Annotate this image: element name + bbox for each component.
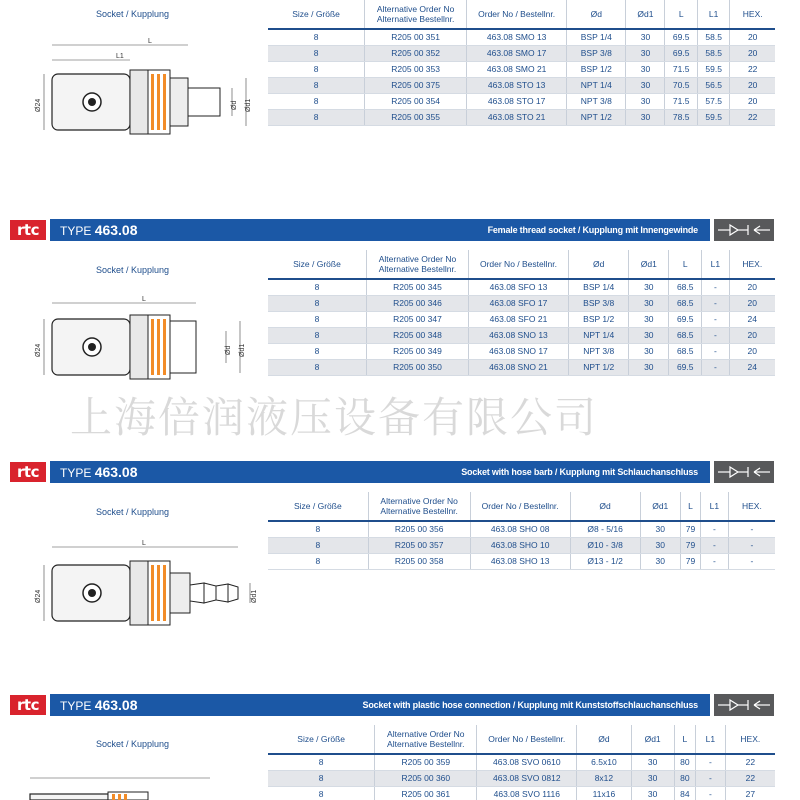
table-cell: 463.08 SVO 0610 — [477, 754, 577, 770]
column-header: Ød1 — [626, 0, 665, 29]
table-cell: 84 — [674, 786, 695, 800]
coupling-drawing-hose-barb — [0, 533, 265, 643]
column-header: Ød — [568, 250, 628, 279]
spec-table-3 — [268, 492, 775, 570]
drawing-head: Socket / Kupplung — [95, 265, 170, 275]
table-cell: 58.5 — [697, 29, 729, 45]
coupling-drawing-female — [0, 291, 265, 391]
table-cell: 8 — [268, 537, 368, 553]
table-row — [268, 45, 775, 61]
table-cell: 30 — [631, 754, 674, 770]
table-cell: 463.08 SFO 17 — [468, 295, 568, 311]
table-cell: 22 — [730, 109, 775, 125]
table-cell: 463.08 SFO 21 — [468, 311, 568, 327]
table-cell: 463.08 SVO 1116 — [477, 786, 577, 800]
table-cell: BSP 1/4 — [567, 29, 626, 45]
dim-L: L — [148, 38, 152, 45]
table-cell: - — [702, 327, 729, 343]
table-cell: 24 — [729, 311, 775, 327]
coupling-symbol-icon — [714, 219, 774, 241]
table-cell: 30 — [629, 311, 669, 327]
column-header: L1 — [701, 492, 729, 521]
table-cell: 8 — [268, 93, 365, 109]
table-cell: R205 00 351 — [365, 29, 467, 45]
table-cell: R205 00 350 — [366, 359, 468, 375]
table-cell: 8 — [268, 754, 375, 770]
table-cell: - — [728, 553, 775, 569]
table-cell: R205 00 348 — [366, 327, 468, 343]
table-cell: 24 — [729, 359, 775, 375]
table-cell: 30 — [640, 521, 680, 537]
table-cell: 8 — [268, 61, 365, 77]
table-cell: R205 00 354 — [365, 93, 467, 109]
table-cell: R205 00 355 — [365, 109, 467, 125]
table-cell: - — [702, 311, 729, 327]
table-row — [268, 77, 775, 93]
table-cell: 71.5 — [665, 93, 697, 109]
table-cell: 59.5 — [697, 61, 729, 77]
table-cell: 80 — [674, 754, 695, 770]
table-cell: 71.5 — [665, 61, 697, 77]
table-cell: 8 — [268, 77, 365, 93]
spec-table-2 — [268, 250, 775, 376]
table-cell: R205 00 352 — [365, 45, 467, 61]
table-cell: R205 00 349 — [366, 343, 468, 359]
table-cell: 57.5 — [697, 93, 729, 109]
table-cell: 30 — [626, 93, 665, 109]
table-cell: NPT 3/8 — [568, 343, 628, 359]
column-header: Size / Größe — [268, 0, 365, 29]
header-row — [268, 725, 775, 754]
section-3 — [0, 461, 800, 603]
table-cell: R205 00 345 — [366, 279, 468, 295]
table-cell: 30 — [640, 553, 680, 569]
coupling-drawing-plastic-hose — [0, 774, 265, 800]
dim-d1: Ød1 — [245, 98, 252, 112]
spec-table-1 — [268, 0, 775, 126]
drawing-head: Socket / Kupplung — [95, 9, 170, 19]
table-cell: - — [701, 537, 729, 553]
table-cell: 20 — [730, 93, 775, 109]
table-cell: BSP 1/4 — [568, 279, 628, 295]
table-cell: 58.5 — [697, 45, 729, 61]
table-cell: 20 — [730, 45, 775, 61]
type-bar — [50, 461, 710, 483]
table-cell: Ø13 - 1/2 — [570, 553, 640, 569]
table-cell: 30 — [629, 359, 669, 375]
table-cell: 463.08 SVO 0812 — [477, 770, 577, 786]
table-cell: R205 00 347 — [366, 311, 468, 327]
table-row — [268, 786, 775, 800]
table-cell: 8 — [268, 45, 365, 61]
table-cell: 20 — [730, 77, 775, 93]
section-description: Socket with hose barb / Kupplung mit Schlauchanschluss — [461, 467, 698, 477]
table-cell: 80 — [674, 770, 695, 786]
rtc-logo: rtc — [10, 462, 46, 482]
column-header: L — [669, 250, 702, 279]
table-row — [268, 93, 775, 109]
table-cell: 8 — [268, 343, 366, 359]
column-header: L — [680, 492, 700, 521]
column-header: L1 — [702, 250, 729, 279]
table-cell: 78.5 — [665, 109, 697, 125]
dim-d24: Ø24 — [35, 98, 42, 112]
table-cell: - — [701, 553, 729, 569]
table-row — [268, 29, 775, 45]
table-cell: R205 00 346 — [366, 295, 468, 311]
table-row — [268, 109, 775, 125]
table-cell: BSP 1/2 — [567, 61, 626, 77]
table-cell: R205 00 358 — [368, 553, 470, 569]
column-header: Ød — [577, 725, 631, 754]
table-cell: 8 — [268, 109, 365, 125]
table-cell: 463.08 SMO 21 — [467, 61, 567, 77]
table-cell: 20 — [729, 327, 775, 343]
table-cell: 8 — [268, 327, 366, 343]
table-cell: NPT 1/4 — [568, 327, 628, 343]
column-header: Size / Größe — [268, 725, 375, 754]
column-header: HEX. — [725, 725, 775, 754]
table-row — [268, 553, 775, 569]
table-row — [268, 359, 775, 375]
column-header: Order No / Bestellnr. — [470, 492, 570, 521]
table-cell: 8 — [268, 521, 368, 537]
table-cell: 69.5 — [669, 311, 702, 327]
table-row — [268, 327, 775, 343]
column-header: Ød1 — [640, 492, 680, 521]
spec-table-4 — [268, 725, 775, 800]
type-bar — [50, 219, 710, 241]
table-cell: - — [728, 521, 775, 537]
column-header: Order No / Bestellnr. — [468, 250, 568, 279]
dim-L1: L1 — [116, 53, 124, 60]
table-row — [268, 343, 775, 359]
table-cell: 8 — [268, 29, 365, 45]
column-header: Ød1 — [631, 725, 674, 754]
table-cell: - — [696, 770, 726, 786]
table-cell: 463.08 SHO 10 — [470, 537, 570, 553]
dim-L: L — [142, 296, 146, 303]
dim-d: Ød — [225, 345, 232, 355]
column-header: L — [665, 0, 697, 29]
column-header: L1 — [697, 0, 729, 29]
dim-d1: Ød1 — [251, 589, 258, 603]
table-cell: 30 — [629, 327, 669, 343]
table-cell: 463.08 SHO 13 — [470, 553, 570, 569]
table-row — [268, 279, 775, 295]
coupling-drawing-male — [0, 30, 265, 160]
table-row — [268, 754, 775, 770]
table-cell: 30 — [629, 295, 669, 311]
table-cell: 463.08 SNO 13 — [468, 327, 568, 343]
drawing-head: Socket / Kupplung — [95, 739, 170, 749]
table-cell: 463.08 SNO 21 — [468, 359, 568, 375]
table-cell: 6.5x10 — [577, 754, 631, 770]
table-cell: NPT 3/8 — [567, 93, 626, 109]
table-cell: BSP 1/2 — [568, 311, 628, 327]
table-cell: 30 — [629, 279, 669, 295]
section-description: Female thread socket / Kupplung mit Innengewinde — [487, 225, 698, 235]
table-cell: 20 — [729, 279, 775, 295]
table-cell: BSP 3/8 — [567, 45, 626, 61]
table-cell: - — [702, 359, 729, 375]
table-cell: R205 00 360 — [375, 770, 477, 786]
dim-d: Ød — [231, 100, 238, 110]
table-cell: 8 — [268, 359, 366, 375]
table-cell: R205 00 357 — [368, 537, 470, 553]
table-cell: 79 — [680, 553, 700, 569]
column-header: Ød — [570, 492, 640, 521]
rtc-logo: rtc — [10, 220, 46, 240]
type-label: TYPE 463.08 — [60, 222, 138, 238]
coupling-symbol-icon — [714, 461, 774, 483]
column-header: Ød — [567, 0, 626, 29]
table-cell: 463.08 SNO 17 — [468, 343, 568, 359]
table-cell: 30 — [626, 61, 665, 77]
table-cell: 30 — [626, 29, 665, 45]
dim-d24: Ø24 — [35, 589, 42, 603]
header-row — [268, 250, 775, 279]
table-cell: 30 — [626, 45, 665, 61]
table-row — [268, 770, 775, 786]
type-banner — [0, 694, 800, 716]
section-2 — [0, 219, 800, 372]
table-cell: Ø8 - 5/16 — [570, 521, 640, 537]
column-header: L — [674, 725, 695, 754]
column-header: HEX. — [730, 0, 775, 29]
column-header: HEX. — [729, 250, 775, 279]
column-header: Order No / Bestellnr. — [477, 725, 577, 754]
table-cell: 22 — [730, 61, 775, 77]
table-cell: - — [702, 279, 729, 295]
table-cell: 69.5 — [669, 359, 702, 375]
column-header: HEX. — [728, 492, 775, 521]
column-header: Ød1 — [629, 250, 669, 279]
table-cell: 22 — [725, 754, 775, 770]
table-cell: 30 — [626, 109, 665, 125]
table-cell: 463.08 SHO 08 — [470, 521, 570, 537]
table-cell: 463.08 STO 17 — [467, 93, 567, 109]
section-4 — [0, 694, 800, 799]
table-cell: 30 — [629, 343, 669, 359]
type-label: TYPE 463.08 — [60, 464, 138, 480]
column-header: Alternative Order No Alternative Bestellnr. — [368, 492, 470, 521]
column-header: Alternative Order No Alternative Bestellnr. — [365, 0, 467, 29]
dim-d1: Ød1 — [239, 343, 246, 357]
type-banner — [0, 219, 800, 241]
header-row — [268, 492, 775, 521]
table-cell: 30 — [631, 770, 674, 786]
table-cell: 59.5 — [697, 109, 729, 125]
drawing-head: Socket / Kupplung — [95, 507, 170, 517]
table-cell: 20 — [730, 29, 775, 45]
table-cell: 463.08 SMO 13 — [467, 29, 567, 45]
table-cell: 68.5 — [669, 343, 702, 359]
table-cell: NPT 1/4 — [567, 77, 626, 93]
table-cell: 69.5 — [665, 29, 697, 45]
table-cell: - — [728, 537, 775, 553]
table-cell: 463.08 SMO 17 — [467, 45, 567, 61]
table-cell: R205 00 375 — [365, 77, 467, 93]
table-cell: 20 — [729, 343, 775, 359]
table-cell: - — [696, 754, 726, 770]
table-cell: Ø10 - 3/8 — [570, 537, 640, 553]
table-cell: 8x12 — [577, 770, 631, 786]
table-cell: - — [702, 343, 729, 359]
section-description: Socket with plastic hose connection / Kupplung mit Kunststoffschlauchanschluss — [362, 700, 698, 710]
table-cell: - — [701, 521, 729, 537]
table-cell: 30 — [631, 786, 674, 800]
table-cell: R205 00 353 — [365, 61, 467, 77]
type-bar — [50, 694, 710, 716]
table-cell: 8 — [268, 311, 366, 327]
table-cell: 8 — [268, 786, 375, 800]
column-header: Alternative Order No Alternative Bestellnr. — [375, 725, 477, 754]
table-cell: NPT 1/2 — [568, 359, 628, 375]
coupling-symbol-icon — [714, 694, 774, 716]
table-row — [268, 521, 775, 537]
table-row — [268, 61, 775, 77]
table-cell: 11x16 — [577, 786, 631, 800]
column-header: Order No / Bestellnr. — [467, 0, 567, 29]
table-cell: BSP 3/8 — [568, 295, 628, 311]
table-cell: 79 — [680, 537, 700, 553]
table-cell: R205 00 356 — [368, 521, 470, 537]
table-cell: 8 — [268, 295, 366, 311]
table-cell: 8 — [268, 279, 366, 295]
table-cell: 30 — [640, 537, 680, 553]
table-cell: 69.5 — [665, 45, 697, 61]
header-row — [268, 0, 775, 29]
table-cell: 30 — [626, 77, 665, 93]
type-label: TYPE 463.08 — [60, 697, 138, 713]
table-cell: R205 00 359 — [375, 754, 477, 770]
table-cell: 68.5 — [669, 295, 702, 311]
table-cell: 22 — [725, 770, 775, 786]
table-cell: 68.5 — [669, 327, 702, 343]
table-cell: - — [696, 786, 726, 800]
table-cell: 463.08 STO 13 — [467, 77, 567, 93]
table-cell: 20 — [729, 295, 775, 311]
table-cell: 8 — [268, 770, 375, 786]
table-cell: - — [702, 295, 729, 311]
table-cell: 27 — [725, 786, 775, 800]
column-header: L1 — [696, 725, 726, 754]
column-header: Size / Größe — [268, 492, 368, 521]
table-cell: 463.08 STO 21 — [467, 109, 567, 125]
table-cell: R205 00 361 — [375, 786, 477, 800]
table-cell: 70.5 — [665, 77, 697, 93]
watermark-text: 上海倍润液压设备有限公司 — [70, 393, 599, 442]
table-cell: NPT 1/2 — [567, 109, 626, 125]
table-row — [268, 311, 775, 327]
table-cell: 463.08 SFO 13 — [468, 279, 568, 295]
table-cell: 79 — [680, 521, 700, 537]
table-row — [268, 537, 775, 553]
type-banner — [0, 461, 800, 483]
table-row — [268, 295, 775, 311]
table-cell: 8 — [268, 553, 368, 569]
column-header: Alternative Order No Alternative Bestellnr. — [366, 250, 468, 279]
column-header: Size / Größe — [268, 250, 366, 279]
table-cell: 68.5 — [669, 279, 702, 295]
rtc-logo: rtc — [10, 695, 46, 715]
table-cell: 56.5 — [697, 77, 729, 93]
dim-L: L — [142, 540, 146, 547]
dim-d24: Ø24 — [35, 343, 42, 357]
